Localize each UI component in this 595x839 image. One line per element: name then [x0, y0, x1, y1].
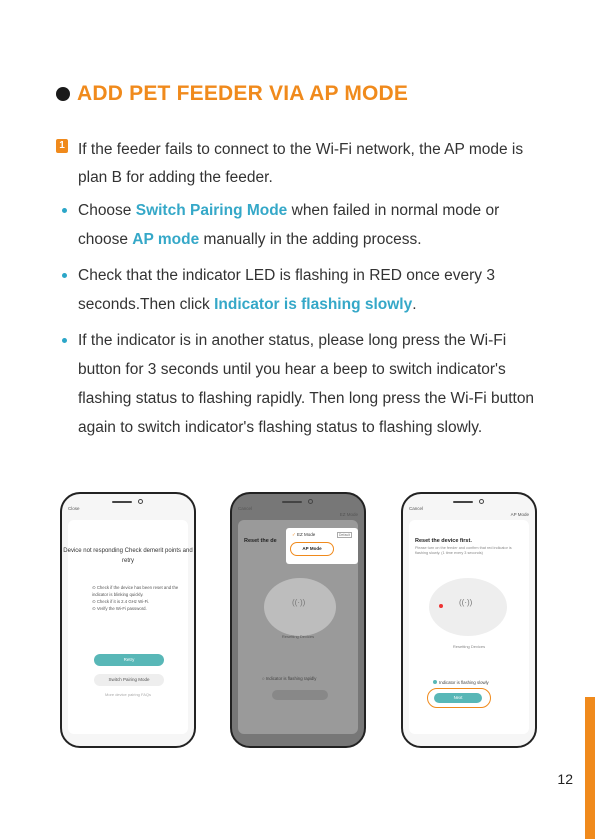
switch-pairing-mode-button[interactable]: Switch Pairing Mode: [94, 674, 164, 686]
camera-icon: [479, 499, 484, 504]
ap-mode-option[interactable]: AP Mode: [290, 542, 334, 556]
mode-popup: [286, 528, 358, 564]
mode-dropdown[interactable]: EZ Mode: [339, 512, 358, 517]
cancel-link[interactable]: Cancel: [238, 506, 253, 511]
check-item: ⊙ Check if the device has been reset and the indicator is blinking quickly.: [92, 585, 179, 597]
check-circle-icon: ⊙: [92, 599, 96, 604]
check-icon: ✓: [292, 532, 296, 537]
cancel-link[interactable]: Cancel: [409, 506, 424, 511]
mode-dropdown[interactable]: AP Mode: [510, 512, 529, 517]
check-list: [92, 584, 194, 612]
step-1: [56, 136, 556, 192]
reset-subtitle: Please turn on the feeder and confirm that red indicator is flashing slowly. (1 time every 3 seconds): [415, 546, 512, 555]
reset-title: Reset the de: [244, 538, 277, 544]
camera-icon: [138, 499, 143, 504]
bullet-list: [62, 196, 552, 442]
reset-title: Reset the device first.: [415, 538, 472, 544]
default-tag: Default: [338, 533, 350, 537]
check-circle-icon: ⊙: [92, 585, 96, 590]
flash-option[interactable]: Indicator is flashing slowly: [433, 680, 489, 685]
highlight-switch-pairing-mode: Switch Pairing Mode: [135, 202, 288, 219]
check-item: ⊙ Verify the Wi-Fi password.: [92, 606, 147, 611]
check-item: ⊙ Check if it is 2.4 GHz Wi-Fi.: [92, 599, 150, 604]
screen-title: Device not responding Check demerit points and retry: [63, 548, 193, 564]
step-badge: 1: [56, 139, 68, 153]
retry-button[interactable]: Retry: [94, 654, 164, 666]
flash-option[interactable]: ○ Indicator is flashing rapidly: [262, 676, 317, 681]
feeder-illustration: [264, 578, 336, 636]
step-text: If the feeder fails to connect to the Wi-Fi network, the AP mode is plan B for adding the feeder.: [78, 141, 524, 186]
highlight-indicator-flashing-slowly: Indicator is flashing slowly: [214, 296, 413, 313]
red-led-icon: [439, 604, 443, 608]
phone-screenshot-reset-device: [401, 492, 537, 748]
next-button[interactable]: [272, 690, 328, 700]
section-heading: [56, 82, 408, 106]
radio-selected-icon: [433, 680, 437, 684]
close-link[interactable]: Close: [68, 506, 80, 511]
resetting-link[interactable]: Resetting Devices: [281, 634, 315, 639]
topbar: [68, 506, 188, 511]
camera-icon: [308, 499, 313, 504]
bullet-item: Check that the indicator LED is flashing in RED once every 3 seconds.Then click Indicator is flashing slowly.: [62, 261, 552, 319]
ez-mode-option[interactable]: ✓ EZ Mode: [292, 532, 316, 537]
bullet-dot-icon: [56, 87, 70, 101]
next-button[interactable]: Next: [434, 693, 482, 703]
bullet-item: If the indicator is in another status, please long press the Wi-Fi button for 3 seconds until you hear a beep to switch indicator's flashing status to flashing rapidly. Then long press the Wi-Fi button again to switch indicator's flashing status to flashing slowly.: [62, 326, 552, 442]
resetting-link[interactable]: Resetting Devices: [452, 644, 486, 649]
heading-text: ADD PET FEEDER VIA AP MODE: [77, 82, 409, 105]
page-number: 12: [557, 771, 573, 787]
phone-screenshot-device-not-responding: [60, 492, 196, 748]
next-highlight: [427, 688, 491, 708]
bullet-dot-icon: [62, 338, 67, 343]
highlight-ap-mode: AP mode: [132, 231, 200, 248]
bullet-dot-icon: [62, 273, 67, 278]
bullet-dot-icon: [62, 208, 67, 213]
phone-screenshot-mode-select: [230, 492, 366, 748]
wifi-icon: ((·)): [459, 598, 473, 607]
page-edge-tab: [585, 697, 595, 839]
wifi-icon: ((·)): [292, 598, 306, 607]
check-circle-icon: ⊙: [92, 606, 96, 611]
faq-link[interactable]: More device pairing FAQs: [104, 692, 152, 697]
topbar: [238, 506, 358, 517]
bullet-item: Choose Switch Pairing Mode when failed in normal mode or choose AP mode manually in the adding process.: [62, 196, 552, 254]
topbar: [409, 506, 529, 517]
